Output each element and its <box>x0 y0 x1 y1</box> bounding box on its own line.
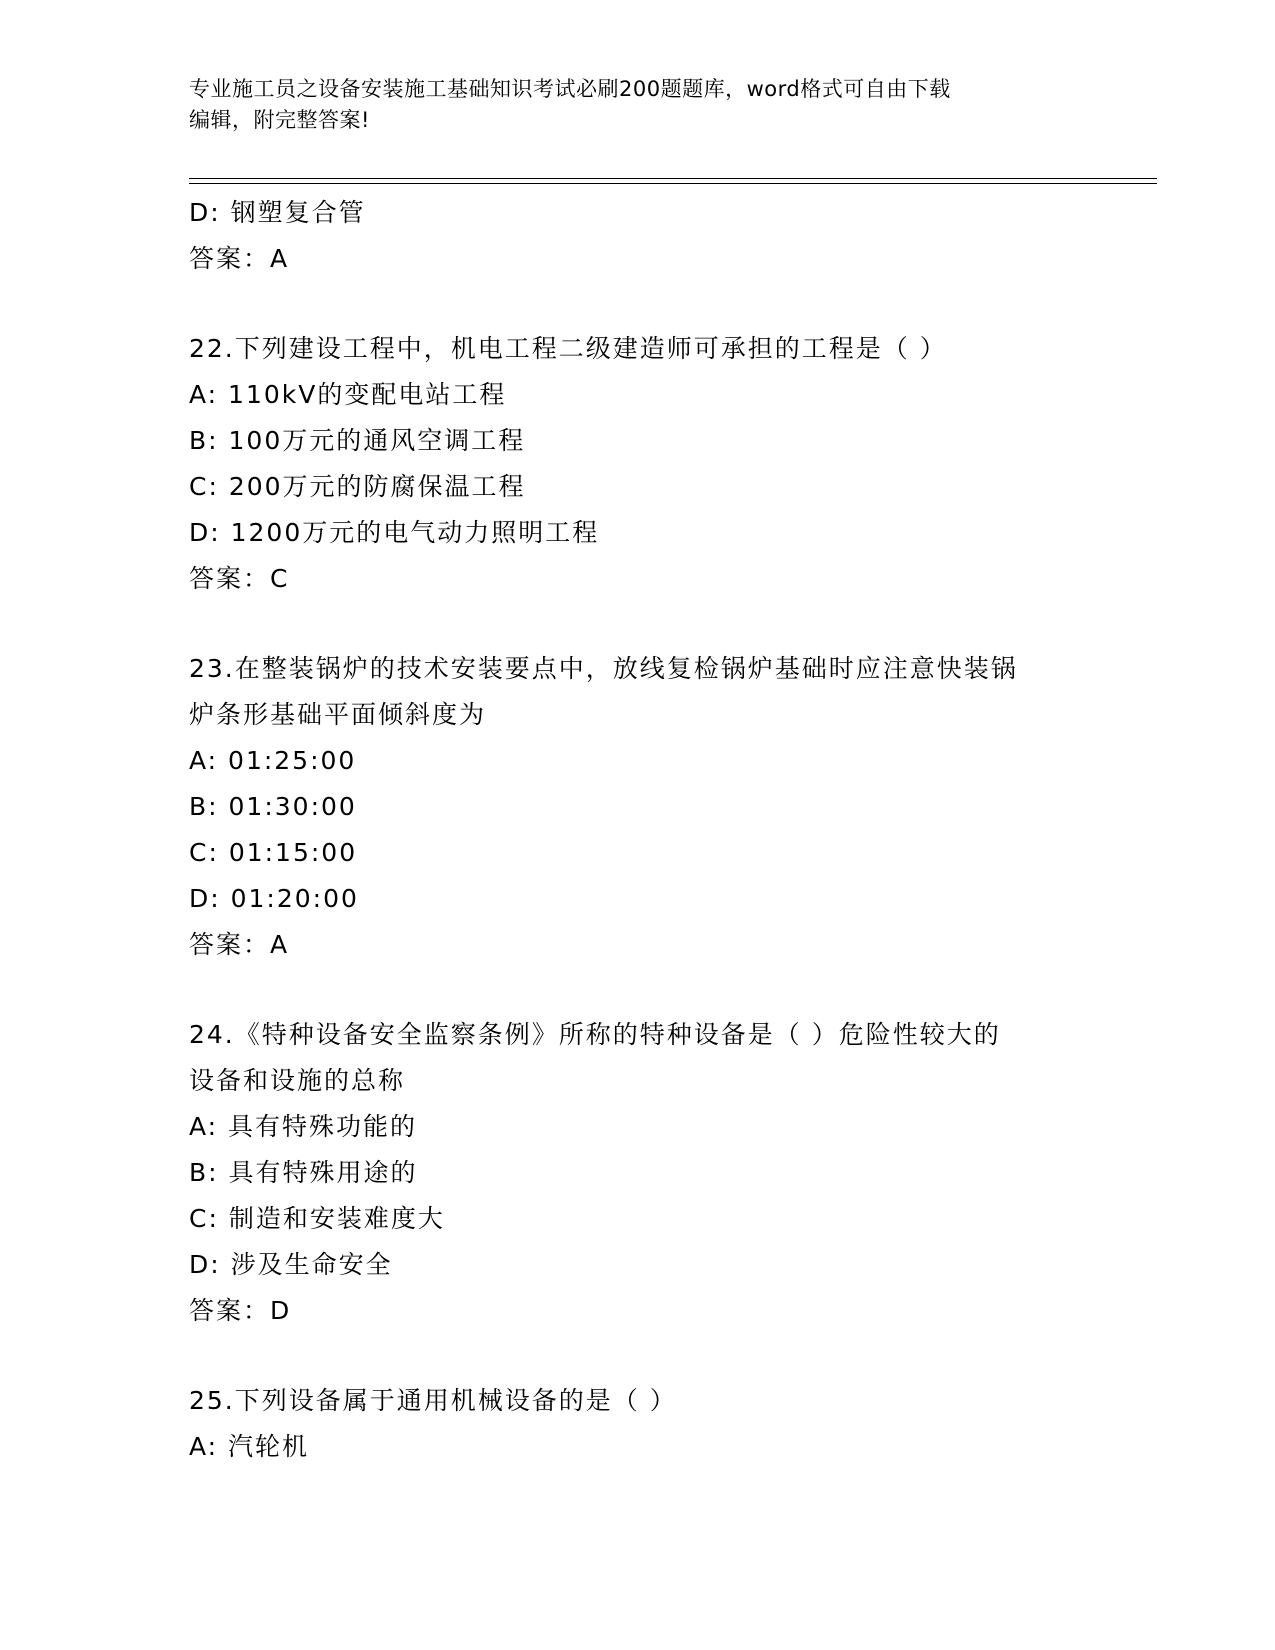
option-a: A: 110kV的变配电站工程 <box>189 380 507 409</box>
option-d: D: 钢塑复合管 <box>189 198 366 227</box>
option-b: B: 具有特殊用途的 <box>189 1158 418 1187</box>
question-stem: 24.《特种设备安全监察条例》所称的特种设备是（ ）危险性较大的 <box>189 1020 1001 1049</box>
option-a: A: 汽轮机 <box>189 1432 310 1461</box>
spacer <box>189 1334 1089 1378</box>
question-list <box>189 190 1089 1470</box>
document-header <box>189 74 1089 136</box>
option-c: C: 200万元的防腐保温工程 <box>189 472 526 501</box>
question-stem-continued: 炉条形基础平面倾斜度为 <box>189 700 487 729</box>
header-title-line-1: 专业施工员之设备安装施工基础知识考试必刷200题题库，word格式可自由下载 <box>189 77 951 101</box>
header-title-line-2: 编辑，附完整答案! <box>189 108 370 132</box>
option-a: A: 具有特殊功能的 <box>189 1112 418 1141</box>
question-stem: 25.下列设备属于通用机械设备的是（ ） <box>189 1386 677 1415</box>
question-22 <box>189 326 1089 602</box>
option-b: B: 01:30:00 <box>189 792 357 821</box>
question-25 <box>189 1378 1089 1470</box>
question-stem: 22.下列建设工程中，机电工程二级建造师可承担的工程是（ ） <box>189 334 947 363</box>
answer-line: 答案：D <box>189 1296 292 1325</box>
question-23 <box>189 646 1089 968</box>
option-c: C: 01:15:00 <box>189 838 358 867</box>
spacer <box>189 282 1089 326</box>
option-c: C: 制造和安装难度大 <box>189 1204 445 1233</box>
question-stem-continued: 设备和设施的总称 <box>189 1066 406 1095</box>
answer-line: 答案：C <box>189 564 290 593</box>
question-stem: 23.在整装锅炉的技术安装要点中，放线复检锅炉基础时应注意快装锅 <box>189 654 1018 683</box>
spacer <box>189 968 1089 1012</box>
question-24 <box>189 1012 1089 1334</box>
option-d: D: 01:20:00 <box>189 884 359 913</box>
option-d: D: 涉及生命安全 <box>189 1250 393 1279</box>
option-a: A: 01:25:00 <box>189 746 357 775</box>
header-divider-bottom <box>189 183 1157 184</box>
spacer <box>189 602 1089 646</box>
answer-line: 答案：A <box>189 930 290 959</box>
option-b: B: 100万元的通风空调工程 <box>189 426 526 455</box>
question-21-tail <box>189 190 1089 282</box>
answer-line: 答案：A <box>189 244 290 273</box>
header-divider-top <box>189 178 1157 179</box>
option-d: D: 1200万元的电气动力照明工程 <box>189 518 600 547</box>
